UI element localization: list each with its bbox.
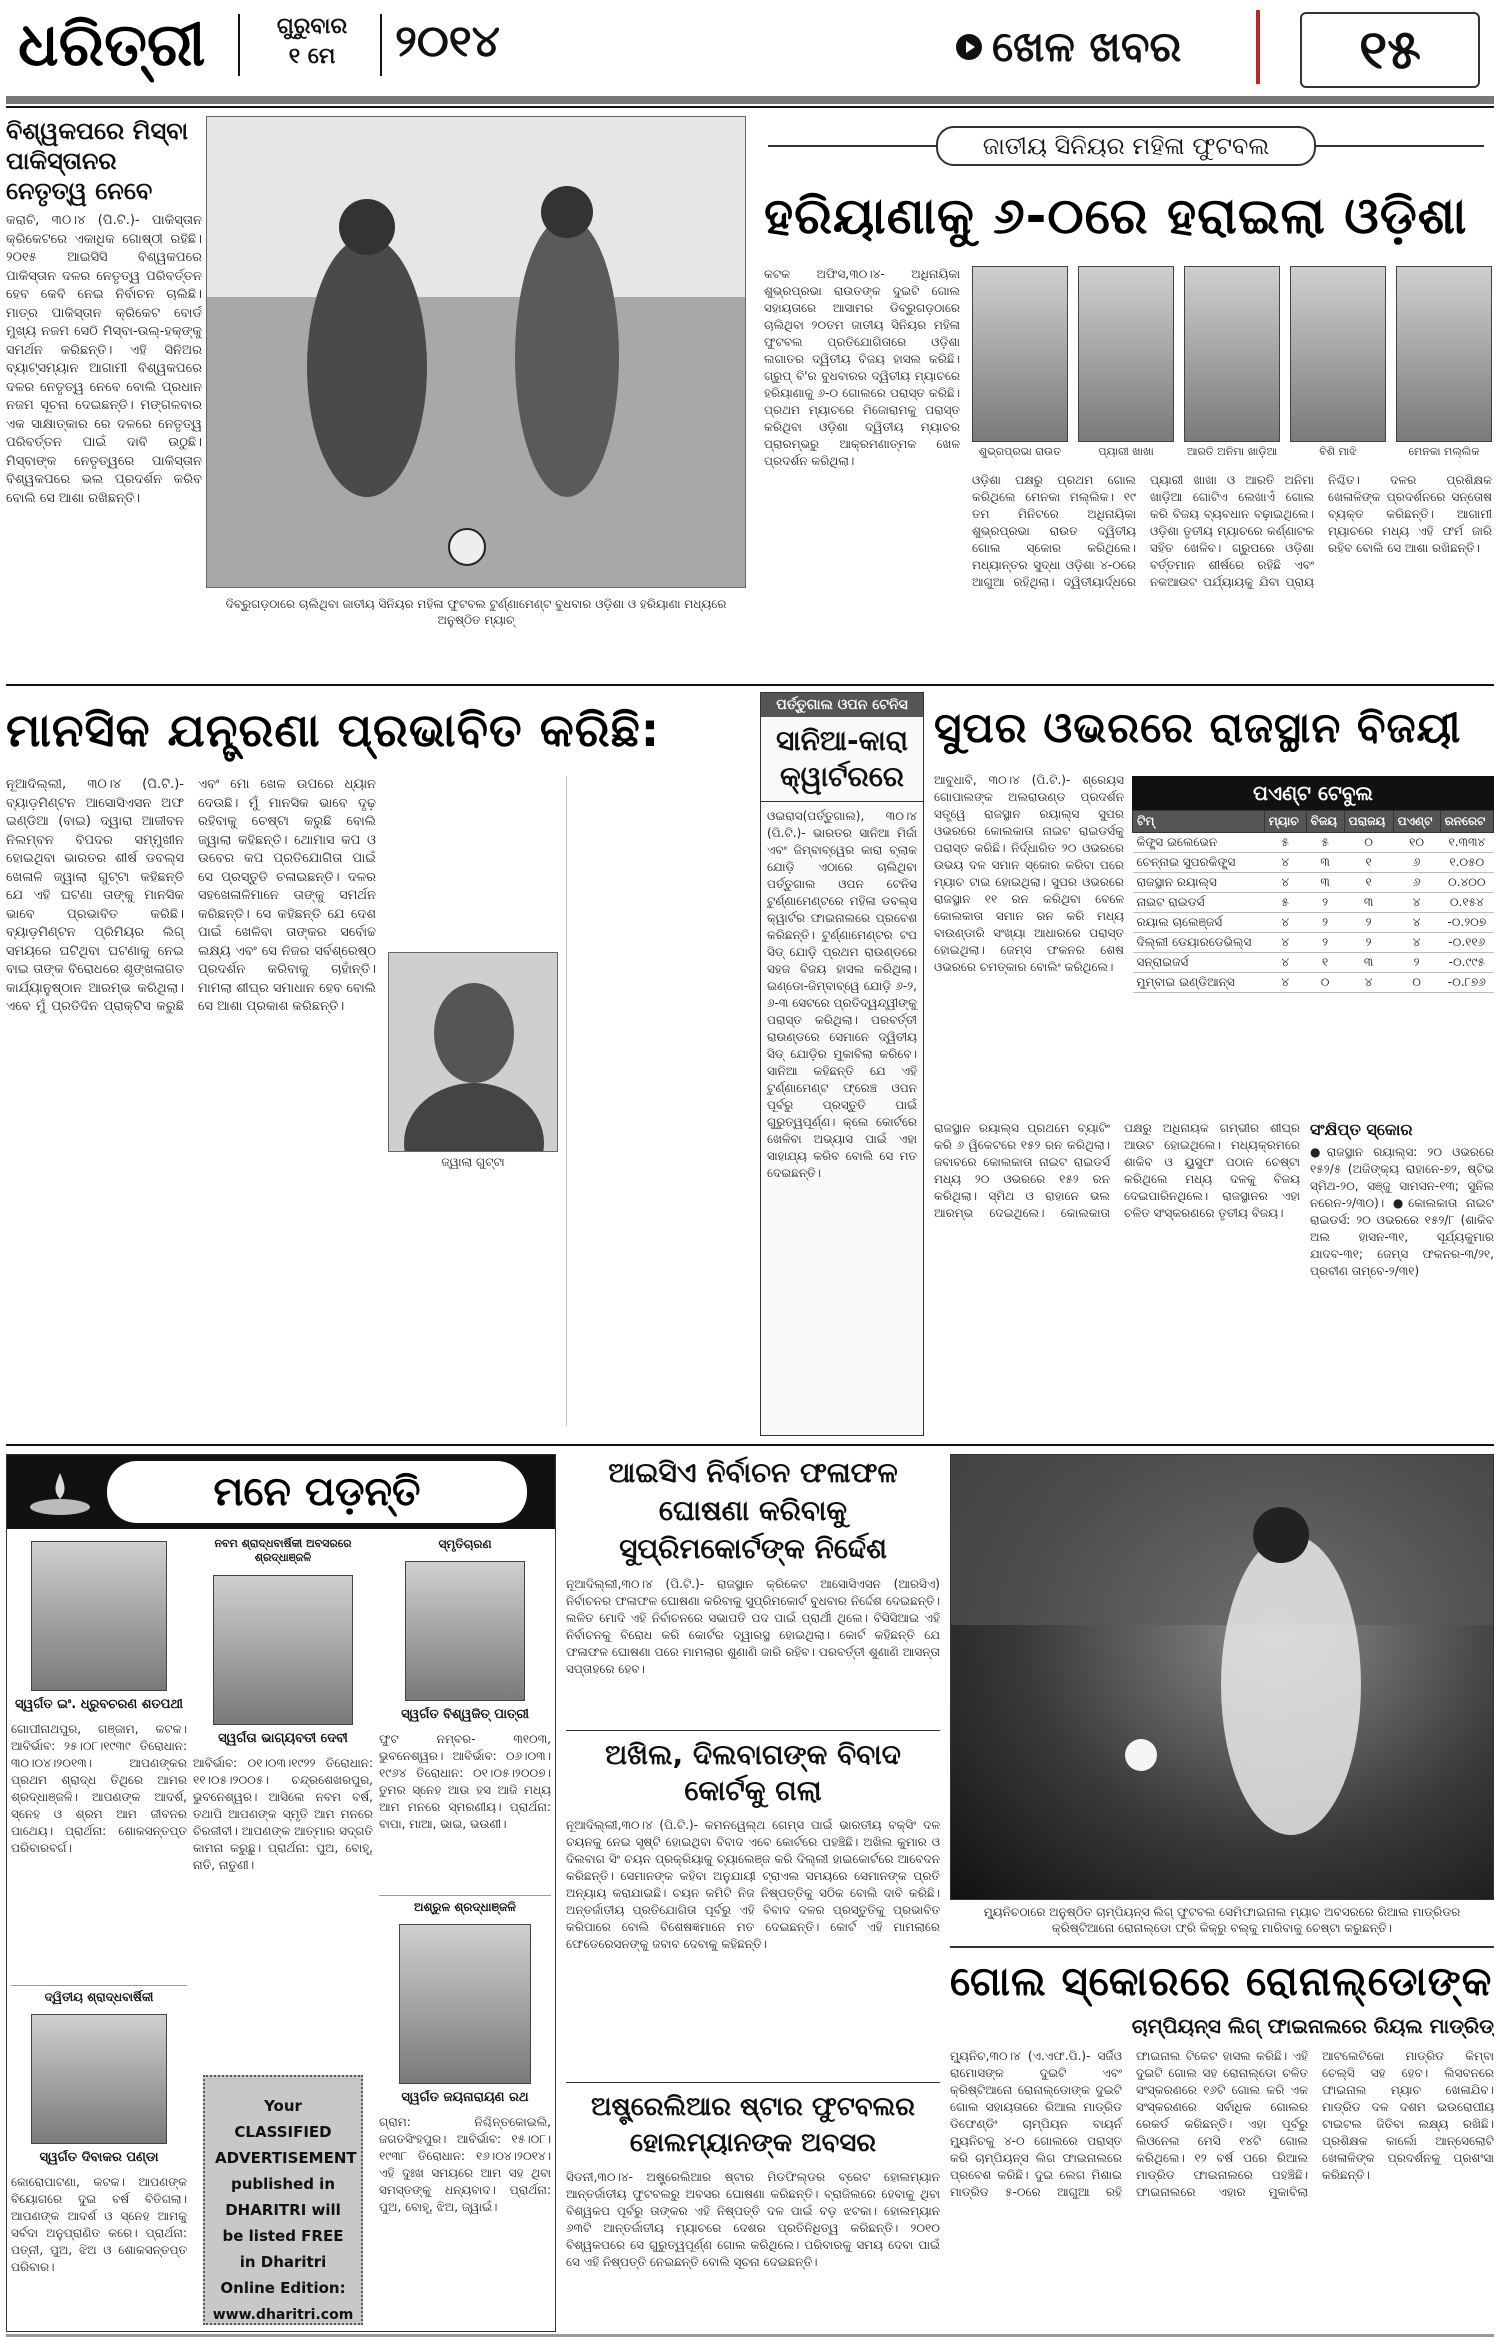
table-cell: ୨	[1306, 913, 1344, 933]
table-cell: ୩	[1344, 953, 1393, 973]
table-row	[1133, 833, 1494, 853]
story-sania-body: ଓଇରାସ(ପର୍ତ୍ତୁଗାଲ), ୩୦।୪ (ପି.ଟି.)- ଭାରତର ସାନିଆ ମିର୍ଜା ଏବଂ ଜିମ୍ବାବ୍ୱେର କାରା ବ୍ଲାକ ଯୋଡ଼ି ଏଠାରେ ଚାଲିଥିବା ପର୍ତ୍ତୁଗାଲ ଓପନ ଟେନିସ ଟୁର୍ଣ୍ଣାମେଣ୍ଟରେ ମହିଳା ଡବଲ୍‌ସ କ୍ୱାର୍ଟର ଫାଇନାଲରେ ପ୍ରବେଶ କରିଛନ୍ତି। ଟୁର୍ଣ୍ଣାମେଣ୍ଟର ଟପ ସିଡ୍ ଯୋଡ଼ି ପ୍ରଥମ ରାଉଣ୍ଡରେ ସହଜ ବିଜୟ ହାସଲ କରିଥିଲା। ଇଣ୍ଡୋ-ଜିମ୍ବାବ୍ୱେ ଯୋଡ଼ି ୬-୨, ୬-୩ ସେଟରେ ପ୍ରତିଦ୍ୱନ୍ଦ୍ୱୀଙ୍କୁ ପରାସ୍ତ କରିଥିଲା। ପରବର୍ତ୍ତୀ ରାଉଣ୍ଡରେ ସେମାନେ ଦ୍ୱିତୀୟ ସିଡ୍ ଯୋଡ଼ିର ମୁକାବିଲା କରିବେ। ସାନିଆ କହିଛନ୍ତି ଯେ ଏହି ଟୁର୍ଣ୍ଣାମେଣ୍ଟ ଫ୍ରେଞ୍ଚ ଓପନ ପୂର୍ବରୁ ପ୍ରସ୍ତୁତି ପାଇଁ ଗୁରୁତ୍ୱପୂର୍ଣ୍ଣ। କ୍ଲେ କୋର୍ଟରେ ଖେଳିବା ଅଭ୍ୟାସ ପାଇଁ ଏହା ସାହାଯ୍ୟ କରିବ ବୋଲି ସେ ମତ ଦେଇଛନ୍ତି।	[767, 809, 921, 1180]
obituary-name: ସ୍ୱର୍ଗତ ବିଶ୍ୱଜିତ୍ ପାତ୍ରୀ	[401, 1707, 529, 1722]
obituary-entry	[379, 1537, 551, 1887]
ronaldo-photo-caption: ମ୍ୟୁନିଚଠାରେ ଅନୁଷ୍ଠିତ ଚାମ୍ପିୟନ୍ସ ଲିଗ୍ ଫୁଟବଲ ସେମିଫାଇନାଲ ମ୍ୟାଚ ଅବସରରେ ରିଆଲ ମାଡ୍ରିଡର କ୍ରିଷ୍ଟିଆନୋ ରୋନାଲ୍ଡୋ ଫ୍ରି କିକ୍‌ରୁ ବଲ୍‌କୁ ମାରିବାକୁ ଚେଷ୍ଟା କରୁଛନ୍ତି।	[983, 1905, 1461, 1935]
masthead	[0, 0, 1500, 100]
story-sania-kicker: ପର୍ତ୍ତୁଗାଲ ଓପନ ଟେନିସ	[761, 693, 923, 717]
story-boxing-body: ନୂଆଦିଲ୍ଲୀ,୩୦।୪ (ପି.ଟି.)- କମନୱେଲ୍‌ଥ ଗେମ୍ସ ପାଇଁ ଭାରତୀୟ ବକ୍ସିଂ ଦଳ ଚୟନକୁ ନେଇ ସୃଷ୍ଟି ହୋଇଥିବା ବିବାଦ ଏବେ କୋର୍ଟରେ ପହଞ୍ଚିଛି। ଅଖିଲ କୁମାର ଓ ଦିଲବାଗ ସିଂ ଚୟନ ପ୍ରକ୍ରିୟାକୁ ଚ୍ୟାଲେଞ୍ଜ କରି ଦିଲ୍ଲୀ ହାଇକୋର୍ଟରେ ଆବେଦନ କରିଛନ୍ତି। ସେମାନଙ୍କ କହିବା ଅନୁଯାୟୀ ଟ୍ରାଏଲ ସମୟରେ ସେମାନଙ୍କ ପ୍ରତି ଅନ୍ୟାୟ କରାଯାଇଛି। ଚୟନ କମିଟି ନିଜ ନିଷ୍ପତ୍ତିକୁ ସଠିକ ବୋଲି ଦାବି କରିଛି। ଅନ୍ତର୍ଜାତୀୟ ପ୍ରତିଯୋଗିତା ପୂର୍ବରୁ ଏହି ବିବାଦ ଦଳର ପ୍ରସ୍ତୁତିକୁ ପ୍ରଭାବିତ କରିପାରେ ବୋଲି ବିଶେଷଜ୍ଞମାନେ ମତ ଦେଇଛନ୍ତି। କୋର୍ଟ ଏହି ମାମଲାରେ ଫେଡେରେସନଙ୍କୁ ଜବାବ ଦେବାକୁ କହିଛନ୍ତି।	[566, 1818, 940, 1951]
story-odisha-kicker	[768, 126, 1484, 166]
story-misbah	[6, 116, 202, 676]
table-cell: କିଙ୍ଗ୍ସ ଇଲେଭେନ	[1133, 833, 1265, 853]
player-name: ବିଶି ମାଝି	[1319, 445, 1357, 458]
table-cell: ୬	[1393, 873, 1440, 893]
table-cell: ୦	[1344, 833, 1393, 853]
table-cell: ରାଜସ୍ଥାନ ରୟାଲ୍‌ସ	[1133, 873, 1265, 893]
table-cell: ୪	[1393, 893, 1440, 913]
classified-ad	[203, 2075, 363, 2325]
table-cell: ଚେନ୍ନାଇ ସୁପରକିଙ୍ଗ୍ସ	[1133, 853, 1265, 873]
football-match-photo	[206, 116, 746, 588]
story-misbah-body: କରାଚି, ୩୦।୪ (ପି.ଟି.)- ପାକିସ୍ତାନ କ୍ରିକେଟରେ ଏକାଧିକ ଗୋଷ୍ଠୀ ରହିଛି। ୨୦୧୫ ଆଇସିସି ବିଶ୍ୱକପରେ ପାକିସ୍ତାନ ଦଳର ନେତୃତ୍ୱ ପରିବର୍ତ୍ତନ ହେବ କେବି ନେଇ ନିର୍ବାଚନ ଚାଲିଛି। ମାତ୍ର ପାକିସ୍ତାନ କ୍ରିକେଟ ବୋର୍ଡ ମୁଖ୍ୟ ନଜମ ସେଠି ମିସ୍‌ବା-ଉଲ୍-ହକ୍‌ଙ୍କୁ ସମର୍ଥନ କରିଛନ୍ତି। ଏହି ସିନିଅର ବ୍ୟାଟ୍ସମ୍ୟାନ ଆଗାମୀ ବିଶ୍ୱକପରେ ଦଳର ନେତୃତ୍ୱ ନେବେ ବୋଲି ପ୍ରଧାନ ନଜମ ସୂଚନା ଦେଇଛନ୍ତି। ମଙ୍ଗଳବାର ଏକ ସାକ୍ଷାତ୍‌କାର ରେ ଦଳରେ ନେତୃତ୍ୱ ପରିବର୍ତ୍ତନ ପାଇଁ ଦାବି ଉଠୁଛି। ମିସ୍‌ବାଙ୍କ ନେତୃତ୍ୱରେ ପାକିସ୍ତାନ ବିଶ୍ୱକପରେ ଭଲ ପ୍ରଦର୍ଶନ କରିବ ବୋଲି ସେ ଆଶା ରଖିଛନ୍ତି।	[6, 213, 202, 506]
masthead-rule-thin	[6, 106, 1494, 108]
obituary-photo	[405, 1561, 525, 1701]
obituary-section	[6, 1454, 556, 2332]
story-rca-election	[566, 1454, 940, 1724]
table-cell: ୨	[1344, 913, 1393, 933]
kicker-label: ଜାତୀୟ ସିନିୟର ମହିଳା ଫୁଟବଲ	[936, 126, 1316, 166]
obituary-label: ଅଶ୍ରୁଳ ଶ୍ରଦ୍ଧାଞ୍ଜଳି	[414, 1900, 516, 1914]
classified-ad-text: Your CLASSIFIED ADVERTISEMENT published in DHARITRI will be listed FREE in Dharitri Online Edition:	[215, 2097, 357, 2297]
player-name: ଶୁଭ୍ରପ୍ରଭା ରାଉତ	[978, 445, 1062, 458]
table-header: ପରାଜୟ	[1344, 811, 1393, 833]
scorecard	[1310, 1120, 1494, 1432]
obituary-photo	[213, 1575, 353, 1725]
story-sania-headline: ସାନିଆ-କାରା କ୍ୱାର୍ଟରରେ	[761, 717, 923, 802]
footer-rule	[6, 2334, 1494, 2337]
story-odisha-headline: ହରିୟାଣାକୁ ୬-୦ରେ ହରାଇଲା ଓଡ଼ିଶା	[764, 187, 1468, 245]
page-number-tab	[1300, 12, 1480, 88]
story-jwala-headline: ମାନସିକ ଯନ୍ତ୍ରଣା ପ୍ରଭାବିତ କରିଛି:	[6, 703, 661, 757]
table-cell: ୪	[1264, 933, 1306, 953]
player-photo	[972, 266, 1068, 442]
table-row	[1133, 893, 1494, 913]
table-row	[1133, 873, 1494, 893]
table-cell: ୪	[1264, 913, 1306, 933]
section-title: ଖେଳ ଖବର	[992, 22, 1182, 71]
obituary-name: ସ୍ୱର୍ଗତ ଜୟନାରାୟଣ ରଥ	[401, 2090, 529, 2105]
obituary-entry	[193, 1537, 373, 1977]
obituary-text: ଫୁଟ ନମ୍ବର- ୩୧୦୩, ଭୁବନେଶ୍ୱର। ଆବିର୍ଭାବ: ୦୬।୦୩।୧୯୬୪ ତିରୋଧାନ: ୦୧।୦୫।୨୦୦୭। ତୁମର ସ୍ନେହ ଆଉ ହସ ଆଜି ମଧ୍ୟ ଆମ ମନରେ ସ୍ମରଣୀୟ। ପ୍ରାର୍ଥନା: ବାପା, ମାଆ, ଭାଇ, ଭଉଣୀ।	[379, 1732, 551, 1831]
masthead-divider	[238, 14, 240, 76]
ronaldo-photo	[950, 1454, 1494, 1900]
table-cell: ୧	[1306, 953, 1344, 973]
masthead-rule	[6, 96, 1494, 104]
obituary-label: ଦ୍ୱିତୀୟ ଶ୍ରାଦ୍ଧବାର୍ଷିକୀ	[44, 1990, 154, 2004]
paper-name: ଧରିତ୍ରୀ	[18, 10, 206, 80]
row-divider	[6, 1444, 1494, 1446]
obituary-text: ଗ୍ରାମ: ନିଶ୍ଚିନ୍ତକୋଇଲି, ଜଗତସିଂହପୁର। ଆବିର୍ଭାବ: ୧୫।୦୮।୧୯୩୮ ତିରୋଧାନ: ୧୬।୦୪।୨୦୧୪। ଏହି ଦୁଃଖ ସମୟରେ ଆମ ସହ ଥିବା ସମସ୍ତଙ୍କୁ ଧନ୍ୟବାଦ। ପ୍ରାର୍ଥନା: ପୁଅ, ବୋହୂ, ଝିଅ, ଜ୍ୱାଇଁ।	[379, 2115, 551, 2214]
story-ronaldo	[950, 1946, 1494, 2332]
player-name: ଆରତି ଅନିମା ଖାଡ଼ିଆ	[1186, 445, 1278, 458]
table-header: ବିଜୟ	[1306, 811, 1344, 833]
story-boxing-headline: ଅଖିଲ, ଦିଲବାଗଙ୍କ ବିବାଦ କୋର୍ଟକୁ ଗଲା	[605, 1738, 901, 1807]
obituary-photo	[31, 1541, 167, 1691]
player-photo	[1396, 266, 1492, 442]
football-photo-caption: ଦିବ୍ରୁଗଡ଼ଠାରେ ଚାଲିଥିବା ଜାତୀୟ ସିନିୟର ମହିଳା ଫୁଟବଲ ଟୁର୍ଣ୍ଣାମେଣ୍ଟ ବୁଧବାର ଓଡ଼ିଶା ଓ ହରିୟାଣା ମଧ୍ୟରେ ଅନୁଷ୍ଠିତ ମ୍ୟାଚ୍‌	[225, 597, 727, 627]
table-row	[1133, 953, 1494, 973]
obituary-name: ସ୍ୱର୍ଗତ ଇଂ. ଧ୍ରୁବଚରଣ ଶତପଥୀ	[15, 1697, 183, 1712]
table-cell: -୦.୯୯୫	[1440, 953, 1493, 973]
table-cell: ୫	[1306, 833, 1344, 853]
lamp-icon	[25, 1469, 95, 1517]
jwala-photo	[388, 952, 558, 1152]
table-cell: -୦.୨୦୭	[1440, 913, 1493, 933]
points-table-grid	[1132, 810, 1494, 993]
story-holman-body: ସିଡନୀ,୩୦।୪- ଅଷ୍ଟ୍ରେଲିଆର ଷ୍ଟାର ମିଡଫିଲ୍ଡର ବ୍ରେଟ ହୋଲମ୍ୟାନ ଆନ୍ତର୍ଜାତୀୟ ଫୁଟବଲରୁ ଅବସର ଘୋଷଣା କରିଛନ୍ତି। ବ୍ରାଜିଲରେ ହେବାକୁ ଥିବା ବିଶ୍ୱକପ ପୂର୍ବରୁ ତାଙ୍କର ଏହି ନିଷ୍ପତ୍ତି ଦଳ ପାଇଁ ବଡ଼ ଝଟକା। ହୋଲମ୍ୟାନ ୬୩ଟି ଆନ୍ତର୍ଜାତୀୟ ମ୍ୟାଚରେ ଦେଶର ପ୍ରତିନିଧିତ୍ୱ କରିଛନ୍ତି। ୨୦୧୦ ବିଶ୍ୱକପରେ ସେ ଗୁରୁତ୍ୱପୂର୍ଣ୍ଣ ଗୋଲ କରିଥିଲେ। ପରିବାରକୁ ସମୟ ଦେବା ପାଇଁ ସେ ଏହି ନିଷ୍ପତ୍ତି ନେଇଛନ୍ତି ବୋଲି ସୂଚନା ଦେଇଛନ୍ତି।	[566, 2170, 940, 2269]
scorecard-text: ●ରାଜସ୍ଥାନ ରୟାଲ୍‌ସ: ୨୦ ଓଭରରେ ୧୫୨/୫ (ଅଜିଙ୍କ୍ୟ ରାହାନେ-୭୨, ଷ୍ଟିଭ ସ୍ମିଥ-୨୦, ସଞ୍ଜୁ ସାମସନ-୧୩; ସୁନିଲ ନରେନ-୨/୩୦)। ●କୋଲକାତା ନାଇଟ ରାଇଡର୍ସ: ୨୦ ଓଭରରେ ୧୫୨/୮ (ଶାକିବ ଅଲ ହାସନ-୩୧, ସୂର୍ଯ୍ୟକୁମାର ଯାଦବ-୩୧; ଜେମ୍ସ ଫକନର-୩/୨୧, ପ୍ରବୀଣ ତାମ୍ବେ-୨/୩୧)	[1310, 1145, 1494, 1278]
player-photo-strip	[972, 266, 1492, 466]
obituary-entry	[11, 1537, 187, 1977]
player-photo	[1290, 266, 1386, 442]
obituary-name: ସ୍ୱର୍ଗତ ଦିବାକର ପଣ୍ଡା	[39, 2150, 159, 2165]
table-cell: ୫	[1264, 893, 1306, 913]
story-misbah-headline: ବିଶ୍ୱକପରେ ମିସ୍‌ବା ପାକିସ୍ତାନର ନେତୃତ୍ୱ ନେବେ	[6, 117, 189, 205]
story-holman-headline: ଅଷ୍ଟ୍ରେଲିଆର ଷ୍ଟାର ଫୁଟବଲର ହୋଲମ୍ୟାନଙ୍କ ଅବସର	[591, 2092, 915, 2158]
table-cell: ୪	[1264, 973, 1306, 993]
table-cell: -୦.୮୭୬	[1440, 973, 1493, 993]
table-cell: ୪	[1393, 933, 1440, 953]
table-cell: ୪	[1264, 853, 1306, 873]
obituary-text: ଆବିର୍ଭାବ: ୦୧।୦୩।୧୯୨୨ ତିରୋଧାନ: ୧୧।୦୫।୨୦୦୫। ଚନ୍ଦ୍ରଶେଖରପୁର, ଭୁବନେଶ୍ୱର। ଆସିଲେ ନବମ ବର୍ଷ, ତଥାପି ଆପଣଙ୍କ ସ୍ମୃତି ଆମ ମନରେ ଚିରଜୀବୀ। ଆପଣଙ୍କ ଆତ୍ମାର ସଦ୍‌ଗତି କାମନା କରୁଛୁ। ପ୍ରାର୍ଥନା: ପୁଅ, ବୋହୂ, ନାତି, ନାତୁଣୀ।	[193, 1756, 373, 1872]
table-row	[1133, 913, 1494, 933]
story-jwala-side-text	[566, 776, 754, 1426]
table-cell: ୪	[1264, 873, 1306, 893]
table-header: ରନରେଟ	[1440, 811, 1493, 833]
table-cell: ୧.୦୫୦	[1440, 853, 1493, 873]
masthead-day: ଗୁରୁବାର	[276, 14, 348, 39]
table-header: ପଏଣ୍ଟ	[1393, 811, 1440, 833]
obituary-label: ନବମ ଶ୍ରାଦ୍ଧବାର୍ଷିକୀ ଅବସରରେ ଶ୍ରଦ୍ଧାଞ୍ଜଳି	[214, 1537, 352, 1564]
table-cell: ୩	[1344, 893, 1393, 913]
table-row	[1133, 933, 1494, 953]
table-cell: ୨	[1306, 933, 1344, 953]
story-boxing-dispute	[566, 1730, 940, 2076]
table-cell: ୩	[1306, 873, 1344, 893]
obituary-photo	[31, 2014, 167, 2144]
table-cell: ୦	[1306, 973, 1344, 993]
table-cell: ୨	[1306, 893, 1344, 913]
obituary-entry	[11, 1985, 187, 2325]
table-cell: ସନ୍‌ରାଇଜର୍ସ	[1133, 953, 1265, 973]
points-table	[1132, 776, 1494, 1006]
story-ronaldo-headline: ଗୋଲ ସ୍କୋରରେ ରୋନାଲ୍ଡୋଙ୍କ	[950, 1959, 1493, 2005]
story-odisha-football	[758, 116, 1494, 676]
story-rca-headline: ଆଇସିଏ ନିର୍ବାଚନ ଫଳାଫଳ ଘୋଷଣା କରିବାକୁ ସୁପ୍ରିମକୋର୍ଟଙ୍କ ନିର୍ଦ୍ଦେଶ	[608, 1456, 898, 1565]
table-cell: ୦	[1393, 973, 1440, 993]
table-cell: ୬	[1393, 853, 1440, 873]
scorecard-title: ସଂକ୍ଷିପ୍ତ ସ୍କୋର	[1310, 1120, 1413, 1139]
table-row	[1133, 853, 1494, 873]
story-rajasthan	[934, 692, 1494, 1436]
table-cell: ୪	[1264, 953, 1306, 973]
story-holman	[566, 2082, 940, 2332]
table-cell: -୦.୧୧୬	[1440, 933, 1493, 953]
player-photo	[1078, 266, 1174, 442]
obituary-name: ସ୍ୱର୍ଗତା ଭାଗ୍ୟବତୀ ଦେବୀ	[218, 1731, 348, 1746]
table-cell: ମୁମ୍ବାଇ ଇଣ୍ଡିଆନ୍ସ	[1133, 973, 1265, 993]
table-cell: ୨	[1344, 933, 1393, 953]
masthead-divider	[380, 14, 382, 76]
obituary-banner-title: ମନେ ପଡ଼ନ୍ତି	[107, 1461, 527, 1523]
table-cell: ୦.୪୦୦	[1440, 873, 1493, 893]
table-cell: ୧	[1344, 853, 1393, 873]
table-cell: ୫	[1264, 833, 1306, 853]
table-cell: ୪	[1344, 973, 1393, 993]
obituary-photo	[399, 1924, 531, 2084]
story-rajasthan-headline: ସୁପର ଓଭରରେ ରାଜସ୍ଥାନ ବିଜୟୀ	[934, 703, 1462, 752]
table-cell: ୪	[1393, 913, 1440, 933]
section-accent-bar	[1256, 10, 1260, 84]
player-name: ପ୍ୟାରୀ ଖାଖା	[1098, 445, 1154, 458]
story-rca-body: ନୂଆଦିଲ୍ଲୀ,୩୦।୪ (ପି.ଟି.)- ରାଜସ୍ଥାନ କ୍ରିକେଟ ଆସୋସିଏସନ (ଆରସିଏ) ନିର୍ବାଚନର ଫଳାଫଳ ଘୋଷଣା କରିବାକୁ ସୁପ୍ରିମକୋର୍ଟ ବୁଧବାର ନିର୍ଦ୍ଦେଶ ଦେଇଛନ୍ତି। ଲଳିତ ମୋଦି ଏହି ନିର୍ବାଚନରେ ସଭାପତି ପଦ ପାଇଁ ପ୍ରାର୍ଥୀ ଥିଲେ। ବିସିସିଆଇ ଏହି ନିର୍ବାଚନକୁ ବିରୋଧ କରି କୋର୍ଟର ଦ୍ୱାରସ୍ଥ ହୋଇଥିଲା। କୋର୍ଟ କହିଛନ୍ତି ଯେ ଫଳାଫଳ ଘୋଷଣା ପରେ ମାମଲାର ଶୁଣାଣି ଜାରି ରହିବ। ପରବର୍ତ୍ତୀ ଶୁଣାଣି ଆସନ୍ତା ସପ୍ତାହରେ ହେବ।	[566, 1577, 940, 1676]
story-ronaldo-body: ମ୍ୟୁନିଚ,୩୦।୪ (ଏ.ଏଫ.ପି.)- ସର୍ଜିଓ ରାମୋସଙ୍କ ଦୁଇଟି ଏବଂ କ୍ରିଷ୍ଟିଆନୋ ରୋନାଲ୍ଡୋଙ୍କ ଦୁଇଟି ଗୋଲ ସହାୟତାରେ ରିଆଲ ମାଡ୍ରିଡ ଡିଫେଣ୍ଡିଂ ଚାମ୍ପିୟନ ବାୟର୍ନ ମ୍ୟୁନିଚକୁ ୪-୦ ଗୋଲରେ ପରାସ୍ତ କରି ଚାମ୍ପିୟନ୍ସ ଲିଗ ଫାଇନାଲରେ ପ୍ରବେଶ କରିଛି। ଦୁଇ ଲେଗ ମିଶାଇ ମାଡ୍ରିଡ ୫-୦ରେ ଆଗୁଆ ରହି ଫାଇନାଲ ଟିକେଟ ହାସଲ କରିଛି। ଏହି ଦୁଇଟି ଗୋଲ ସହ ରୋନାଲ୍ଡୋ ଚଳିତ ସଂସ୍କରଣରେ ୧୬ଟି ଗୋଲ କରି ଏକ ସଂସ୍କରଣରେ ସର୍ବାଧିକ ଗୋଲର ରେକର୍ଡ କରିଛନ୍ତି। ଏହା ପୂର୍ବରୁ ଲିଓନେଲ ମେସି ୧୪ଟି ଗୋଲ କରିଥିଲେ। ୧୨ ବର୍ଷ ପରେ ରିଆଲ ମାଡ୍ରିଡ ଫାଇନାଲରେ ପହଞ୍ଚିଛି। ଫାଇନାଲରେ ଏହାର ମୁକାବିଲା ଆଟଲେଟିକୋ ମାଡ୍ରିଡ କିମ୍ବା ଚେଲ୍‌ସି ସହ ହେବ। ଲିସବନରେ ଫାଇନାଲ ମ୍ୟାଚ ଖେଳାଯିବ। ମାଡ୍ରିଡ ଦଳ ଦଶମ ଇଉରୋପୀୟ ଟାଇଟଲ ଜିତିବା ଲକ୍ଷ୍ୟ ରଖିଛି। ପ୍ରଶିକ୍ଷକ କାର୍ଲୋ ଆନ୍‌ସେଲୋଟି ଖେଳାଳିଙ୍କ ପ୍ରଦର୍ଶନକୁ ପ୍ରଶଂସା କରିଛନ୍ତି।	[950, 2049, 1494, 2199]
table-cell: ୦.୧୫୪	[1440, 893, 1493, 913]
obituary-banner	[7, 1455, 555, 1529]
obituary-text: କୋରୋପାଟଣା, କଟକ। ଆପଣଙ୍କ ବିୟୋଗରେ ଦୁଇ ବର୍ଷ ବିତିଗଲା। ଆପଣଙ୍କ ଆଦର୍ଶ ଓ ସ୍ନେହ ଆମକୁ ସର୍ବଦା ଅନୁପ୍ରାଣିତ କରେ। ପ୍ରାର୍ଥନା: ପତ୍ନୀ, ପୁଅ, ଝିଅ ଓ ଶୋକସନ୍ତପ୍ତ ପରିବାର।	[11, 2175, 187, 2274]
table-header: ଟିମ୍	[1133, 811, 1265, 833]
table-header: ମ୍ୟାଚ	[1264, 811, 1306, 833]
page-number: ୧୫	[1359, 18, 1421, 81]
classified-ad-url[interactable]: www.dharitri.com	[212, 2307, 354, 2323]
table-cell: ଦିଲ୍ଲୀ ଡେୟାରଡେଭିଲ୍‌ସ	[1133, 933, 1265, 953]
obituary-entry	[379, 1895, 551, 2325]
story-odisha-body: ଓଡ଼ିଶା ପକ୍ଷରୁ ପ୍ରଥମ ଗୋଲ କରିଥିଲେ ମେନକା ମଲ୍ଲିକ। ୧୯ ତମ ମିନିଟରେ ଅଧିନାୟିକା ଶୁଭ୍ରପ୍ରଭା ରାଉତ ଦ୍ୱିତୀୟ ଗୋଲ ସ୍କୋର କରିଥିଲେ। ମଧ୍ୟାନ୍ତର ସୁଦ୍ଧା ଓଡ଼ିଶା ୪-୦ରେ ଆଗୁଆ ରହିଥିଲା। ଦ୍ୱିତୀୟାର୍ଦ୍ଧରେ ପ୍ୟାରୀ ଖାଖା ଓ ଆରତି ଅନିମା ଖାଡ଼ିଆ ଗୋଟିଏ ଲେଖାଏଁ ଗୋଲ କରି ବିଜୟ ବ୍ୟବଧାନ ବଢ଼ାଇଥିଲେ। ଓଡ଼ିଶା ତୃତୀୟ ମ୍ୟାଚରେ କର୍ଣ୍ଣାଟକ ସହିତ ଖେଳିବ। ଗ୍ରୁପରେ ଓଡ଼ିଶା ବର୍ତ୍ତମାନ ଶୀର୍ଷରେ ରହିଛି ଏବଂ ନକଆଉଟ ପର୍ଯ୍ୟାୟକୁ ଯିବା ପ୍ରାୟ ନିଶ୍ଚିତ। ଦଳର ପ୍ରଶିକ୍ଷକ ଖେଳାଳିଙ୍କ ପ୍ରଦର୍ଶନରେ ସନ୍ତୋଷ ବ୍ୟକ୍ତ କରିଛନ୍ତି। ଆଗାମୀ ମ୍ୟାଚରେ ମଧ୍ୟ ଏହି ଫର୍ମ ଜାରି ରହିବ ବୋଲି ସେ ଆଶା ରଖିଛନ୍ତି।	[972, 473, 1492, 589]
row-divider	[6, 684, 1494, 686]
story-rajasthan-intro: ଆବୁଧାବି, ୩୦।୪ (ପି.ଟି.)- ଶ୍ରେୟସ ଗୋପାଲଙ୍କ ଅଲରାଉଣ୍ଡ ପ୍ରଦର୍ଶନ ସତ୍ତ୍ୱେ ରାଜସ୍ଥାନ ରୟାଲ୍‌ସ ସୁପର ଓଭରରେ କୋଲକାତା ନାଇଟ ରାଇଡର୍ସକୁ ପରାସ୍ତ କରିଛି। ନିର୍ଦ୍ଧାରିତ ୨୦ ଓଭରରେ ଉଭୟ ଦଳ ସମାନ ସ୍କୋର କରିବା ପରେ ମ୍ୟାଚ ଟାଇ ହୋଇଥିଲା। ସୁପର ଓଭରରେ ରାଜସ୍ଥାନ ୧୧ ରନ କରିଥିବା ବେଳେ କୋଲକାତା ସମାନ ରନ କରି ମଧ୍ୟ ବାଉଣ୍ଡାରି ସଂଖ୍ୟା ଆଧାରରେ ପରାସ୍ତ ହୋଇଥିଲା। ଜେମ୍ସ ଫକନର ଶେଷ ଓଭରରେ ଚମତ୍କାର ବୋଲିଂ କରିଥିଲେ।	[934, 773, 1124, 974]
masthead-year: ୨୦୧୪	[395, 16, 500, 67]
table-cell: ରୟାଲ ଚାଲେଞ୍ଜର୍ସ	[1133, 913, 1265, 933]
table-cell: ୩	[1306, 853, 1344, 873]
story-rajasthan-body: ରାଜସ୍ଥାନ ରୟାଲ୍‌ସ ପ୍ରଥମେ ବ୍ୟାଟିଂ କରି ୬ ୱିକେଟରେ ୧୫୨ ରନ କରିଥିଲା। ଜବାବରେ କୋଲକାତା ନାଇଟ ରାଇଡର୍ସ ମଧ୍ୟ ୨୦ ଓଭରରେ ୧୫୨ ରନ କରିଥିଲା। ସ୍ମିଥ ଓ ରାହାନେ ଭଲ ଆରମ୍ଭ ଦେଇଥିଲେ। କୋଲକାତା ପକ୍ଷରୁ ଅଧିନାୟକ ଗମ୍ଭୀର ଶୀଘ୍ର ଆଉଟ ହୋଇଥିଲେ। ମଧ୍ୟକ୍ରମରେ ଶାକିବ ଓ ୟୁସୁଫ ପଠାନ ଚେଷ୍ଟା କରିଥିଲେ ମଧ୍ୟ ଦଳକୁ ବିଜୟ ଦେଇପାରିନଥିଲେ। ରାଜସ୍ଥାନର ଏହା ଚଳିତ ସଂସ୍କରଣରେ ତୃତୀୟ ବିଜୟ।	[934, 1121, 1300, 1220]
jwala-photo-caption: ଜ୍ୱାଲା ଗୁଟ୍ଟା	[441, 1155, 505, 1169]
story-ronaldo-subhead: ଚାମ୍ପିୟନ୍ସ ଲିଗ୍ ଫାଇନାଲରେ ରିୟଲ ମାଡ୍ରିଡ୍	[1131, 2014, 1494, 2038]
table-cell: ୧୦	[1393, 833, 1440, 853]
story-odisha-intro: କଟକ ଅଫିସ,୩୦।୪- ଅଧିନାୟିକା ଶୁଭ୍ରପ୍ରଭା ରାଉତଙ୍କ ଦୁଇଟି ଗୋଲ ସହାୟତାରେ ଆସାମର ଡିବ୍ରୁଗଡ଼ଠାରେ ଚାଲିଥିବା ୨୦ତମ ଜାତୀୟ ସିନିୟର ମହିଳା ଫୁଟବଲ ପ୍ରତିଯୋଗିତାରେ ଓଡ଼ିଶା ଲଗାତର ଦ୍ୱିତୀୟ ବିଜୟ ହାସଲ କରିଛି। ଗ୍ରୁପ୍ ବି'ର ବୁଧବାରର ଦ୍ୱିତୀୟ ମ୍ୟାଚରେ ହରିୟାଣାକୁ ୬-୦ ଗୋଲରେ ପରାସ୍ତ କରିଛି। ପ୍ରଥମ ମ୍ୟାଚରେ ମିଜୋରାମକୁ ପରାସ୍ତ କରିଥିବା ଓଡ଼ିଶା ଦ୍ୱିତୀୟ ମ୍ୟାଚର ପ୍ରାରମ୍ଭରୁ ଆକ୍ରମଣାତ୍ମକ ଖେଳ ପ୍ରଦର୍ଶନ କରିଥିଲା।	[764, 267, 960, 468]
points-table-title: ପଏଣ୍ଟ ଟେବୁଲ	[1132, 776, 1494, 810]
table-row	[1133, 973, 1494, 993]
obituary-text: ଗୋପୀନାଥପୁର, ଗଞ୍ଜାମ, କଟକ। ଆବିର୍ଭାବ: ୨୫।୦୮।୧୯୩୯ ତିରୋଧାନ: ୩୦।୦୪।୨୦୧୩। ଆପଣଙ୍କର ପ୍ରଥମ ଶ୍ରାଦ୍ଧ ତିଥିରେ ଆମର ଶ୍ରଦ୍ଧାଞ୍ଜଳି। ଆପଣଙ୍କ ଆଦର୍ଶ, ସ୍ନେହ ଓ ଶ୍ରମ ଆମ ଜୀବନର ପାଥେୟ। ପ୍ରାର୍ଥନା: ଶୋକସନ୍ତପ୍ତ ପରିବାରବର୍ଗ।	[11, 1722, 187, 1855]
table-cell: ୧	[1344, 873, 1393, 893]
obituary-label: ସ୍ମୃତିଚାରଣ	[438, 1537, 492, 1551]
story-jwala	[6, 692, 754, 1436]
table-cell: ୧.୩୩୪	[1440, 833, 1493, 853]
story-jwala-body: ନୂଆଦିଲ୍ଲୀ, ୩୦।୪ (ପି.ଟି.)- ବ୍ୟାଡ଼ମିଣ୍ଟନ ଆସୋସିଏସନ ଅଫ ଇଣ୍ଡିଆ (ବାଇ) ଦ୍ୱାରା ଆଜୀବନ ନିଲମ୍ବନ ବିପଦର ସମ୍ମୁଖୀନ ହୋଇଥିବା ଭାରତର ଶୀର୍ଷ ଡବଲ୍‌ସ ଖେଳାଳି ଜ୍ୱାଲା ଗୁଟ୍ଟା କହିଛନ୍ତି ଯେ ଏହି ଘଟଣା ତାଙ୍କୁ ମାନସିକ ଭାବେ ପ୍ରଭାବିତ କରିଛି। ବ୍ୟାଡ଼ମିଣ୍ଟନ ପ୍ରିମିୟର ଲିଗ୍ ସମୟରେ ଘଟିଥିବା ଘଟଣାକୁ ନେଇ ବାଇ ତାଙ୍କ ବିରୋଧରେ ଶୃଙ୍ଖଳାଗତ କାର୍ଯ୍ୟାନୁଷ୍ଠାନ ଆରମ୍ଭ କରିଥିଲା। ଏବେ ମୁଁ ପ୍ରତିଦିନ ପ୍ରାକ୍ଟିସ କରୁଛି ଏବଂ ମୋ ଖେଳ ଉପରେ ଧ୍ୟାନ ଦେଉଛି। ମୁଁ ମାନସିକ ଭାବେ ଦୃଢ଼ ରହିବାକୁ ଚେଷ୍ଟା କରୁଛି ବୋଲି ଜ୍ୱାଲା କହିଛନ୍ତି। ଥୋମାସ କପ ଓ ଉବେର କପ ପ୍ରତିଯୋଗିତା ପାଇଁ ସେ ପ୍ରସ୍ତୁତି ଚଳାଇଛନ୍ତି। ଦଳର ସହଖେଳାଳିମାନେ ତାଙ୍କୁ ସମର୍ଥନ କରିଛନ୍ତି। ସେ କହିଛନ୍ତି ଯେ ଦେଶ ପାଇଁ ଖେଳିବା ତାଙ୍କର ସର୍ବୋଚ୍ଚ ଲକ୍ଷ୍ୟ ଏବଂ ସେ ନିଜର ସର୍ବଶ୍ରେଷ୍ଠ ପ୍ରଦର୍ଶନ କରିବାକୁ ଚାହାଁନ୍ତି। ମାମଲା ଶୀଘ୍ର ସମାଧାନ ହେବ ବୋଲି ସେ ଆଶା ପ୍ରକାଶ କରିଛନ୍ତି।	[6, 777, 376, 1014]
player-name: ମେନକା ମଲ୍ଲିକ	[1408, 445, 1480, 458]
play-icon	[956, 34, 982, 60]
player-photo	[1184, 266, 1280, 442]
masthead-date: ୧ ମେ	[288, 44, 336, 69]
table-cell: ୨	[1393, 953, 1440, 973]
story-sania	[760, 692, 924, 1436]
table-cell: ନାଇଟ ରାଇଡର୍ସ	[1133, 893, 1265, 913]
